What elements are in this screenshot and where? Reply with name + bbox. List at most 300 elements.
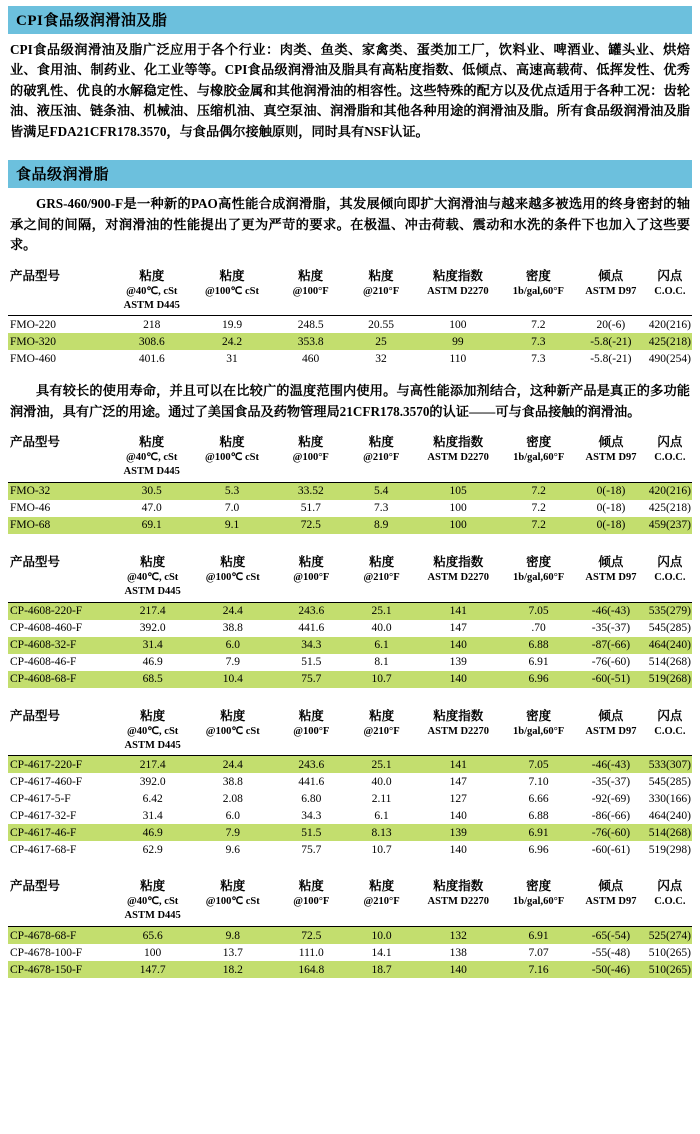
col-header-visc40 xyxy=(113,876,193,924)
cell-value: 8.13 xyxy=(350,824,414,841)
table-row xyxy=(8,807,692,824)
cell-product: CP-4617-220-F xyxy=(8,756,113,774)
cell-value: 31.4 xyxy=(113,637,193,654)
cell-value: 127 xyxy=(449,792,467,805)
cell-value: 0(-18) xyxy=(596,502,626,515)
cell-value: 99 xyxy=(413,333,503,350)
col-header-line2: @100°F xyxy=(292,452,329,464)
cell-value: 140 xyxy=(413,637,503,654)
col-header-line2: @210°F xyxy=(363,725,400,737)
col-header-line1: 倾点 xyxy=(598,708,624,723)
cell-value: 514(268) xyxy=(648,824,692,841)
cell-value: 243.6 xyxy=(273,602,350,620)
col-header-line2: 1b/gal,60°F xyxy=(513,896,565,908)
col-header-visc100f xyxy=(272,432,349,480)
cell-value: 47.0 xyxy=(141,502,162,515)
col-header-line3: ASTM D445 xyxy=(123,299,180,311)
col-header-line2: 1b/gal,60°F xyxy=(513,571,565,583)
col-header-visc210f xyxy=(350,706,414,754)
cell-value: 68.5 xyxy=(113,671,193,688)
cell-value: 6.1 xyxy=(350,637,414,654)
col-header-line1: 粘度 xyxy=(368,268,394,283)
table-body xyxy=(8,316,692,368)
table-row xyxy=(8,671,692,688)
cell-value: 38.8 xyxy=(222,622,243,635)
col-header-visc100c xyxy=(193,876,273,924)
cell-product: CP-4617-32-F xyxy=(10,809,77,822)
cell-value: 9.8 xyxy=(193,927,273,945)
cell-value: 51.5 xyxy=(273,824,350,841)
cell-value: 25.1 xyxy=(350,756,414,774)
cell-value: 75.7 xyxy=(273,671,350,688)
col-header-flash-point xyxy=(648,432,692,480)
cell-value: 100 xyxy=(144,946,162,959)
col-header-line1: 粘度 xyxy=(139,435,165,450)
col-header-visc210f xyxy=(350,552,414,600)
table-row xyxy=(8,482,692,500)
cell-value: 7.05 xyxy=(503,602,574,620)
col-header-visc40 xyxy=(113,706,193,754)
col-header-line1: 粘度 xyxy=(139,268,165,283)
section-title: CPI食品级润滑油及脂 xyxy=(16,13,168,29)
cell-value: 2.11 xyxy=(371,792,392,805)
cell-value: 100 xyxy=(449,502,467,515)
table-body xyxy=(8,482,692,534)
spec-table-fmo-high xyxy=(8,266,692,368)
cell-value: 51.7 xyxy=(300,502,321,515)
cell-value: 25.1 xyxy=(350,602,414,620)
col-header-line1: 粘度指数 xyxy=(433,879,484,894)
col-header-density xyxy=(503,706,574,754)
cell-value: 441.6 xyxy=(298,622,325,635)
section-header-food-grade-grease xyxy=(8,160,692,188)
cell-value: 139 xyxy=(413,824,503,841)
cell-value: 24.4 xyxy=(193,756,273,774)
cell-value: 6.42 xyxy=(142,792,163,805)
spacer xyxy=(8,152,692,160)
col-header-line1: 倾点 xyxy=(598,554,624,569)
cell-product: CP-4678-150-F xyxy=(8,961,113,978)
spacer xyxy=(8,367,692,381)
cell-value: 7.9 xyxy=(225,656,240,669)
cell-value: 7.0 xyxy=(224,502,240,515)
col-header-visc210f xyxy=(349,266,413,314)
spec-table-fmo-low xyxy=(8,432,692,534)
cell-value: 8.1 xyxy=(374,656,389,669)
col-header-visc100f xyxy=(272,266,349,314)
section-header-cpi-food-grade xyxy=(8,6,692,34)
col-header-flash-point xyxy=(648,706,692,754)
cell-value: 147 xyxy=(449,775,467,788)
cell-value: 490(254) xyxy=(648,352,691,365)
cell-value: 110 xyxy=(449,352,467,365)
table-header xyxy=(8,266,692,316)
cell-value: 7.2 xyxy=(503,482,574,500)
cell-value: 7.3 xyxy=(374,502,389,515)
col-header-line2: @210°F xyxy=(363,896,400,908)
col-header-visc40 xyxy=(112,266,192,314)
table-row xyxy=(8,333,692,350)
col-header-line2: @40℃, cSt xyxy=(127,725,179,737)
col-header-density xyxy=(503,876,574,924)
cell-product: CP-4608-68-F xyxy=(8,671,113,688)
section-title: 食品级润滑脂 xyxy=(16,167,110,184)
cell-value: 6.0 xyxy=(225,809,240,822)
col-header-flash-point xyxy=(648,552,692,600)
cell-value: 7.2 xyxy=(531,502,546,515)
cell-value: 0(-18) xyxy=(574,482,648,500)
table-row xyxy=(8,790,692,807)
col-header-density xyxy=(503,432,574,480)
col-header-line1: 粘度 xyxy=(140,554,166,569)
cell-value: 2.08 xyxy=(222,792,243,805)
cell-value: 25 xyxy=(349,333,413,350)
table-header xyxy=(8,706,692,756)
col-header-pour-point xyxy=(574,552,648,600)
col-header-line1: 倾点 xyxy=(598,879,624,894)
cell-value: 132 xyxy=(413,927,503,945)
col-header-line2: C.O.C. xyxy=(654,452,686,464)
cell-value: 24.2 xyxy=(192,333,272,350)
cell-value: 72.5 xyxy=(272,517,349,534)
col-header-line2: 1b/gal,60°F xyxy=(512,285,564,297)
cell-value: 401.6 xyxy=(138,352,165,365)
cell-value: 18.7 xyxy=(350,961,414,978)
cell-value: 6.88 xyxy=(503,637,574,654)
cell-value: 0(-18) xyxy=(574,517,648,534)
table-row xyxy=(8,944,692,961)
col-header-visc210f xyxy=(349,432,413,480)
table-row xyxy=(8,500,692,517)
col-header-line1: 粘度指数 xyxy=(433,435,484,450)
cell-value: 392.0 xyxy=(139,775,166,788)
cell-value: 459(237) xyxy=(648,517,692,534)
table-row xyxy=(8,637,692,654)
cell-value: 510(265) xyxy=(648,961,692,978)
cell-value: 105 xyxy=(413,482,503,500)
col-header-density xyxy=(503,266,574,314)
col-header-line2: @40℃, cSt xyxy=(127,896,179,908)
col-header-line1: 闪点 xyxy=(657,708,683,723)
col-header-line2: ASTM D2270 xyxy=(427,896,490,908)
cell-value: 217.4 xyxy=(113,602,193,620)
cell-value: 441.6 xyxy=(298,775,325,788)
cell-value: -87(-66) xyxy=(574,637,648,654)
cell-value: 147 xyxy=(449,622,467,635)
col-header-line2: @100℃ cSt xyxy=(205,725,260,737)
col-header-line2: C.O.C. xyxy=(654,285,686,297)
cell-product: CP-4617-68-F xyxy=(10,843,77,856)
col-header-line3: ASTM D445 xyxy=(124,586,181,598)
col-header-line1: 粘度 xyxy=(219,268,245,283)
cell-value: 7.2 xyxy=(503,517,574,534)
col-header-line1: 粘度 xyxy=(220,708,246,723)
col-header-pour-point xyxy=(574,432,648,480)
cell-value: 147.7 xyxy=(113,961,193,978)
cell-product: CP-4608-32-F xyxy=(8,637,113,654)
col-header-visc100c xyxy=(193,552,273,600)
col-header-line2: @100°F xyxy=(293,571,330,583)
cell-value: 140 xyxy=(413,961,503,978)
cell-value: 392.0 xyxy=(139,622,166,635)
col-header-line2: @100°F xyxy=(293,896,330,908)
col-header-line1: 闪点 xyxy=(657,435,683,450)
col-header-line2: C.O.C. xyxy=(654,896,686,908)
col-header-line2: @40℃, cSt xyxy=(126,452,178,464)
cell-value: 6.66 xyxy=(528,792,549,805)
col-header-line1: 粘度 xyxy=(369,708,395,723)
col-header-line1: 粘度 xyxy=(140,879,166,894)
col-header-flash-point xyxy=(648,266,692,314)
col-header-visc40 xyxy=(112,432,192,480)
cell-value: 460 xyxy=(302,352,320,365)
col-header-line1: 密度 xyxy=(525,268,551,283)
cell-value: 5.4 xyxy=(349,482,413,500)
cell-value: 7.9 xyxy=(193,824,273,841)
col-header-visc100c xyxy=(192,266,272,314)
col-header-line1: 倾点 xyxy=(598,435,624,450)
col-header-line3: ASTM D445 xyxy=(124,739,181,751)
cell-value: 533(307) xyxy=(648,756,692,774)
cell-value: .70 xyxy=(531,622,546,635)
table-row xyxy=(8,756,692,774)
col-header-line2: C.O.C. xyxy=(654,571,686,583)
col-header-line1: 粘度 xyxy=(298,268,324,283)
col-header-line1: 产品型号 xyxy=(10,268,61,283)
col-header-pour-point xyxy=(574,876,648,924)
cell-product: FMO-460 xyxy=(10,352,57,365)
cell-value: 6.91 xyxy=(503,824,574,841)
cell-value: 111.0 xyxy=(298,946,324,959)
cell-value: 69.1 xyxy=(112,517,192,534)
col-header-line1: 粘度指数 xyxy=(433,708,484,723)
cell-value: -65(-54) xyxy=(574,927,648,945)
cell-product: FMO-32 xyxy=(8,482,112,500)
cell-product: CP-4617-46-F xyxy=(8,824,113,841)
table-header xyxy=(8,876,692,926)
col-header-density xyxy=(503,552,574,600)
table-row xyxy=(8,654,692,671)
cell-value: 7.16 xyxy=(503,961,574,978)
table-row xyxy=(8,602,692,620)
cell-value: 34.3 xyxy=(301,809,322,822)
col-header-line1: 闪点 xyxy=(657,554,683,569)
cell-value: 100 xyxy=(413,517,503,534)
cell-value: 65.6 xyxy=(113,927,193,945)
cell-value: 8.9 xyxy=(349,517,413,534)
cell-value: 46.9 xyxy=(113,824,193,841)
cell-value: 425(218) xyxy=(648,333,692,350)
col-header-pour-point xyxy=(574,706,648,754)
table-row xyxy=(8,620,692,637)
cell-value: 140 xyxy=(449,809,467,822)
cell-value: 9.6 xyxy=(225,843,240,856)
table-row xyxy=(8,773,692,790)
cell-value: 40.0 xyxy=(371,622,392,635)
cell-value: -46(-43) xyxy=(574,756,648,774)
cell-value: 33.52 xyxy=(272,482,349,500)
col-header-line1: 密度 xyxy=(526,554,552,569)
spec-table-cp-4608 xyxy=(8,552,692,688)
col-header-product xyxy=(8,706,113,754)
col-header-line3: ASTM D445 xyxy=(124,910,181,922)
cell-value: 330(166) xyxy=(648,792,691,805)
col-header-visc-index xyxy=(413,876,503,924)
col-header-visc-index xyxy=(413,552,503,600)
cell-value: 51.5 xyxy=(301,656,322,669)
cell-value: 5.3 xyxy=(192,482,272,500)
cell-value: 545(285) xyxy=(648,775,691,788)
cell-product: FMO-46 xyxy=(10,502,51,515)
cell-value: 545(285) xyxy=(648,622,691,635)
col-header-line1: 粘度 xyxy=(369,879,395,894)
cell-value: 34.3 xyxy=(273,637,350,654)
cell-value: 20(-6) xyxy=(596,318,626,331)
spacer xyxy=(8,858,692,876)
cell-value: -35(-37) xyxy=(591,775,631,788)
table-header xyxy=(8,552,692,602)
table-row xyxy=(8,927,692,945)
cell-value: 30.5 xyxy=(112,482,192,500)
cell-value: -60(-61) xyxy=(591,843,631,856)
cell-value: 7.05 xyxy=(503,756,574,774)
cell-value: 525(274) xyxy=(648,927,692,945)
cell-value: 464(240) xyxy=(648,809,691,822)
col-header-line2: @100℃ cSt xyxy=(205,452,259,464)
cell-value: 139 xyxy=(449,656,467,669)
table-body xyxy=(8,602,692,688)
cell-value: 38.8 xyxy=(222,775,243,788)
cell-value: -55(-48) xyxy=(591,946,631,959)
cell-product: CP-4678-100-F xyxy=(10,946,83,959)
col-header-visc100f xyxy=(273,876,350,924)
col-header-visc100f xyxy=(273,552,350,600)
col-header-visc100f xyxy=(273,706,350,754)
col-header-line1: 产品型号 xyxy=(10,708,61,723)
cell-value: -92(-69) xyxy=(591,792,631,805)
col-header-line2: ASTM D97 xyxy=(585,725,637,737)
col-header-product xyxy=(8,876,113,924)
cell-value: 217.4 xyxy=(113,756,193,774)
cell-product: CP-4678-68-F xyxy=(8,927,113,945)
cell-value: -5.8(-21) xyxy=(590,352,632,365)
col-header-line2: ASTM D2270 xyxy=(427,452,489,464)
col-header-line2: C.O.C. xyxy=(654,725,686,737)
col-header-line1: 粘度 xyxy=(219,435,245,450)
cell-value: 218 xyxy=(143,318,161,331)
col-header-line2: ASTM D2270 xyxy=(427,285,489,297)
table-row xyxy=(8,350,692,367)
cell-value: 10.4 xyxy=(193,671,273,688)
cell-value: 535(279) xyxy=(648,602,692,620)
cell-value: 20.55 xyxy=(368,318,394,331)
spec-table-cp-4617 xyxy=(8,706,692,859)
cell-value: 248.5 xyxy=(297,318,324,331)
col-header-line1: 粘度 xyxy=(298,554,324,569)
cell-value: -35(-37) xyxy=(591,622,631,635)
col-header-line2: @100℃ cSt xyxy=(205,896,260,908)
cell-value: 31.4 xyxy=(142,809,163,822)
cell-value: 7.3 xyxy=(503,333,574,350)
cell-value: 24.4 xyxy=(193,602,273,620)
cell-product: FMO-68 xyxy=(8,517,112,534)
cell-value: 141 xyxy=(413,756,503,774)
cell-value: 420(216) xyxy=(648,318,691,331)
cell-value: 62.9 xyxy=(142,843,163,856)
col-header-visc210f xyxy=(350,876,414,924)
cell-value: 6.91 xyxy=(528,656,549,669)
cell-value: -76(-60) xyxy=(591,656,631,669)
cell-value: 6.96 xyxy=(503,671,574,688)
col-header-line1: 粘度 xyxy=(368,435,394,450)
cell-value: 40.0 xyxy=(371,775,392,788)
col-header-line1: 粘度 xyxy=(220,554,246,569)
cell-product: FMO-320 xyxy=(8,333,112,350)
cell-value: 510(265) xyxy=(648,946,691,959)
col-header-line1: 产品型号 xyxy=(10,435,61,450)
col-header-visc100c xyxy=(193,706,273,754)
col-header-line2: ASTM D97 xyxy=(585,571,637,583)
col-header-line2: @40℃, cSt xyxy=(126,285,178,297)
cell-value: -5.8(-21) xyxy=(574,333,648,350)
col-header-line1: 产品型号 xyxy=(10,554,61,569)
col-header-line2: @210°F xyxy=(362,285,400,297)
col-header-line1: 闪点 xyxy=(657,879,683,894)
cell-value: 7.10 xyxy=(528,775,549,788)
cell-value: 519(268) xyxy=(648,671,692,688)
spacer xyxy=(8,534,692,552)
table-body xyxy=(8,756,692,859)
table-row xyxy=(8,841,692,858)
cell-value: -60(-51) xyxy=(574,671,648,688)
col-header-line1: 闪点 xyxy=(657,268,683,283)
col-header-visc-index xyxy=(413,706,503,754)
col-header-product xyxy=(8,266,112,314)
cell-product: CP-4608-460-F xyxy=(10,622,83,635)
col-header-line2: @100°F xyxy=(293,725,330,737)
col-header-pour-point xyxy=(574,266,648,314)
cell-value: 519(298) xyxy=(648,843,691,856)
cell-value: 46.9 xyxy=(142,656,163,669)
col-header-line3: ASTM D445 xyxy=(123,466,180,478)
cell-value: 6.96 xyxy=(528,843,549,856)
col-header-line1: 密度 xyxy=(526,435,552,450)
cell-product: CP-4608-46-F xyxy=(10,656,77,669)
cell-value: 32 xyxy=(375,352,387,365)
col-header-line1: 产品型号 xyxy=(10,879,61,894)
cell-value: 425(218) xyxy=(648,502,691,515)
spacer xyxy=(8,688,692,706)
table-row xyxy=(8,961,692,978)
cell-product: FMO-220 xyxy=(10,318,57,331)
cell-value: 514(268) xyxy=(648,656,691,669)
cell-value: 6.0 xyxy=(193,637,273,654)
table-row xyxy=(8,517,692,534)
col-header-line2: @100℃ cSt xyxy=(205,285,259,297)
cell-value: 6.91 xyxy=(503,927,574,945)
col-header-visc40 xyxy=(113,552,193,600)
cell-value: 420(216) xyxy=(648,482,692,500)
col-header-product xyxy=(8,432,112,480)
col-header-line2: ASTM D97 xyxy=(585,452,637,464)
paragraph-grs-intro: GRS-460/900-F是一种新的PAO高性能合成润滑脂，其发展倾向即扩大润滑油与越来越多被选用的终身密封的轴承之间的间隔，对润滑油的性能提出了更为严苛的要求。在极温、冲击荷载、震动和水洗的条件下也加入了这些要求。 xyxy=(10,196,690,253)
col-header-line1: 倾点 xyxy=(598,268,624,283)
cell-value: 464(240) xyxy=(648,637,692,654)
col-header-line1: 粘度 xyxy=(220,879,246,894)
paragraph-cpi-intro: CPI食品级润滑油及脂广泛应用于各个行业：肉类、鱼类、家禽类、蛋类加工厂，饮料业、啤酒业、罐头业、烘焙业、食用油、制药业、化工业等等。CPI食品级润滑油及脂具有高粘度指数、低倾点、高速高载荷、低挥发性、优秀的破乳性、优良的水解稳定性、与橡胶金属和其他润滑油的相容性。这些特殊的配方以及优点适用于各种工况：齿轮油、液压油、链条油、机械油、压缩机油、真空泵油、润滑脂和其他各种用途的润滑油及脂。所有食品级润滑油及脂皆满足FDA21CFR178.3570，与食品偶尔接触原则，同时具有NSF认证。 xyxy=(10,42,690,139)
col-header-line1: 粘度 xyxy=(140,708,166,723)
col-header-line1: 粘度指数 xyxy=(432,268,483,283)
